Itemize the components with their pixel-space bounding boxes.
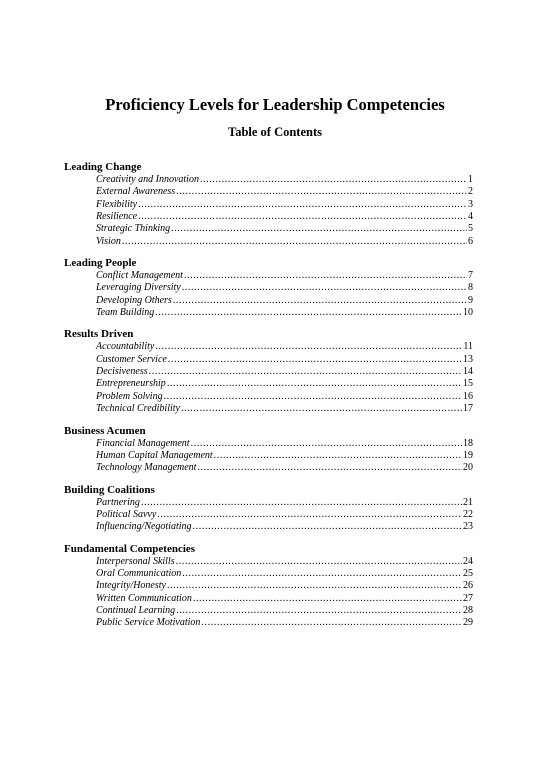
toc-entry[interactable] [96, 186, 473, 198]
toc-heading: Table of Contents [228, 125, 322, 139]
page-number: 16 [463, 390, 473, 402]
toc-entry[interactable] [96, 605, 473, 617]
dot-leader [171, 223, 467, 235]
page-number: 17 [463, 403, 473, 415]
entry-title: Developing Others [96, 294, 172, 306]
page-number: 27 [463, 592, 473, 604]
page-number: 29 [463, 617, 473, 629]
dot-leader [200, 174, 467, 186]
entry-title: Strategic Thinking [96, 223, 171, 235]
page-number: 19 [463, 449, 473, 461]
entry-title: Partnering [96, 496, 140, 508]
entry-title: Entrepreneurship [96, 378, 166, 390]
dot-leader [122, 236, 467, 248]
page-number: 24 [463, 555, 473, 567]
page-number: 7 [468, 270, 473, 282]
toc-entry[interactable] [96, 366, 473, 378]
toc-entry[interactable] [96, 295, 473, 307]
dot-leader [149, 366, 462, 378]
entry-title: Technical Credibility [96, 403, 180, 415]
toc-section-building-coalitions [64, 484, 484, 534]
page-number: 22 [463, 508, 473, 520]
toc-section-leading-people [64, 257, 484, 319]
entry-title: External Awareness [96, 186, 176, 198]
dot-leader [201, 617, 462, 629]
entry-title: Interpersonal Skills [96, 555, 175, 567]
page-number: 25 [463, 567, 473, 579]
toc-section-results-driven [64, 328, 484, 415]
entry-title: Creativity and Innovation [96, 174, 199, 185]
toc-entry[interactable] [96, 307, 473, 319]
page-number: 23 [463, 521, 473, 533]
entry-title: Political Savvy [96, 508, 157, 520]
dot-leader [138, 199, 467, 211]
entry-title: Written Communication [96, 592, 192, 604]
dot-leader [193, 521, 462, 533]
document-title: Proficiency Levels for Leadership Competencies [105, 95, 445, 114]
page-number: 1 [468, 174, 473, 185]
entry-title: Accountability [96, 341, 155, 353]
entry-title: Leveraging Diversity [96, 282, 181, 294]
dot-leader [214, 450, 462, 462]
section-heading: Leading People [64, 257, 137, 270]
toc-entry[interactable] [96, 270, 473, 282]
section-heading: Fundamental Competencies [64, 542, 196, 555]
toc-entry[interactable] [96, 354, 473, 366]
toc-entry[interactable] [96, 509, 473, 521]
page-number: 21 [463, 496, 473, 508]
page-number: 10 [463, 307, 473, 319]
toc-entry[interactable] [96, 391, 473, 403]
toc-entry[interactable] [96, 341, 473, 353]
toc-entry[interactable] [96, 580, 473, 592]
dot-leader [197, 462, 462, 474]
page-number: 14 [463, 366, 473, 378]
dot-leader [141, 497, 462, 509]
entry-title: Financial Management [96, 437, 190, 449]
page-number: 5 [468, 223, 473, 235]
table-of-contents [64, 161, 484, 639]
section-heading: Results Driven [64, 328, 134, 341]
dot-leader [168, 354, 462, 366]
toc-entry[interactable] [96, 438, 473, 450]
entry-title: Continual Learning [96, 604, 176, 616]
dot-leader [191, 438, 462, 450]
section-heading: Business Acumen [64, 424, 146, 437]
section-heading: Leading Change [64, 161, 142, 173]
dot-leader [173, 295, 467, 307]
toc-entry[interactable] [96, 593, 473, 605]
entry-title: Human Capital Management [96, 449, 213, 461]
toc-section-fundamental-competencies [64, 543, 484, 630]
page-number: 3 [468, 198, 473, 210]
section-heading: Building Coalitions [64, 483, 155, 496]
dot-leader [184, 270, 467, 282]
toc-entry[interactable] [96, 211, 473, 223]
entry-title: Influencing/Negotiating [96, 521, 192, 533]
entry-title: Flexibility [96, 198, 138, 210]
entry-title: Vision [96, 235, 121, 247]
toc-entry[interactable] [96, 199, 473, 211]
page-number: 18 [463, 437, 473, 449]
entry-title: Customer Service [96, 353, 167, 365]
entry-title: Team Building [96, 307, 155, 319]
toc-entry[interactable] [96, 236, 473, 248]
dot-leader [157, 509, 462, 521]
toc-entry[interactable] [96, 462, 473, 474]
page-number: 28 [463, 604, 473, 616]
page-number: 2 [468, 186, 473, 198]
dot-leader [182, 568, 462, 580]
dot-leader [138, 211, 467, 223]
entry-title: Decisiveness [96, 366, 148, 378]
toc-entry[interactable] [96, 403, 473, 415]
toc-entry[interactable] [96, 450, 473, 462]
dot-leader [182, 282, 467, 294]
entry-title: Technology Management [96, 462, 197, 474]
page-number: 11 [463, 341, 473, 353]
toc-entry[interactable] [96, 174, 473, 186]
page-number: 13 [463, 353, 473, 365]
page-number: 15 [463, 378, 473, 390]
dot-leader [181, 403, 462, 415]
toc-entry[interactable] [96, 378, 473, 390]
toc-entry[interactable] [96, 521, 473, 533]
page-number: 9 [468, 294, 473, 306]
dot-leader [193, 593, 462, 605]
page-number: 4 [468, 211, 473, 223]
dot-leader [167, 580, 462, 592]
toc-entry[interactable] [96, 568, 473, 580]
toc-entry[interactable] [96, 282, 473, 294]
dot-leader [155, 341, 462, 353]
dot-leader [167, 378, 462, 390]
toc-entry[interactable] [96, 556, 473, 568]
page-number: 8 [468, 282, 473, 294]
entry-title: Resilience [96, 211, 138, 223]
toc-entry[interactable] [96, 617, 473, 629]
toc-section-business-acumen [64, 425, 484, 475]
entry-title: Oral Communication [96, 567, 182, 579]
page-number: 26 [463, 580, 473, 592]
dot-leader [155, 307, 462, 319]
page-number: 6 [468, 235, 473, 247]
dot-leader [176, 186, 467, 198]
page-number: 20 [463, 462, 473, 474]
entry-title: Conflict Management [96, 270, 183, 282]
dot-leader [176, 605, 462, 617]
entry-title: Integrity/Honesty [96, 580, 166, 592]
dot-leader [176, 556, 462, 568]
toc-entry[interactable] [96, 223, 473, 235]
toc-entry[interactable] [96, 497, 473, 509]
entry-title: Public Service Motivation [96, 617, 201, 629]
entry-title: Problem Solving [96, 390, 163, 402]
dot-leader [164, 391, 462, 403]
toc-section-leading-change [64, 161, 484, 248]
